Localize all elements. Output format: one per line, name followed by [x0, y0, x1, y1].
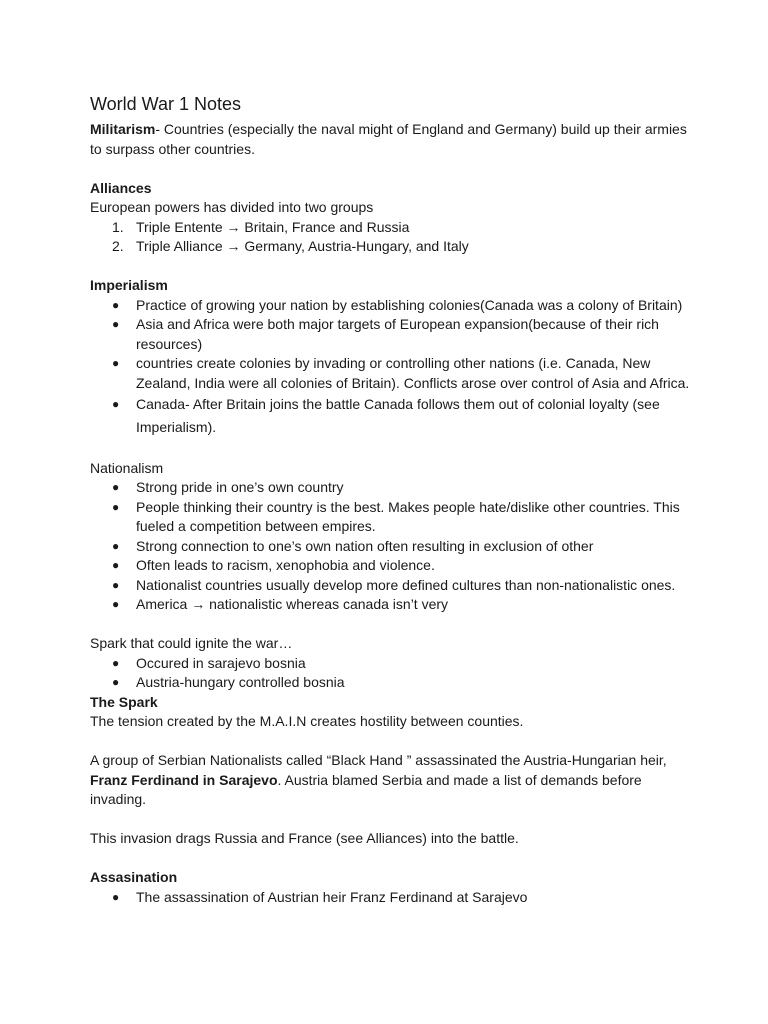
list-item — [90, 537, 690, 557]
nationalism-list — [90, 478, 690, 615]
list-number: 2. — [112, 238, 124, 254]
bullet-icon: ● — [112, 597, 120, 611]
list-number: 1. — [112, 218, 124, 235]
militarism-text: - Countries (especially the naval might of England and Germany) build up their armies to surpass other countries. — [90, 121, 687, 157]
list-item — [90, 595, 690, 615]
list-item-text: Practice of growing your nation by establishing colonies(Canada was a colony of Britain) — [136, 296, 683, 313]
list-item — [90, 556, 690, 576]
list-item-text: America → nationalistic whereas canada isn’t very — [136, 596, 449, 612]
list-item — [90, 576, 690, 596]
list-item-text: Triple Alliance → Germany, Austria-Hungary, and Italy — [136, 238, 469, 254]
the-spark-heading: The Spark — [90, 693, 158, 710]
black-hand-text: A group of Serbian Nationalists called “Black Hand ” assassinated the Austria-Hungarian heir, — [90, 752, 667, 768]
bullet-icon: ● — [112, 297, 120, 312]
alliances-intro: European powers has divided into two groups — [90, 199, 374, 215]
black-hand-paragraph — [90, 751, 690, 810]
list-item — [90, 888, 690, 908]
list-item — [90, 654, 690, 674]
bullet-icon: ● — [112, 480, 120, 494]
list-item-text: People thinking their country is the best. Makes people hate/dislike other countries. This fueled a competition between empires. — [136, 498, 680, 534]
bullet-icon: ● — [112, 499, 120, 514]
bullet-icon: ● — [112, 397, 120, 411]
bullet-icon: ● — [112, 538, 120, 553]
militarism-label: Militarism — [90, 121, 156, 137]
list-item-text: Nationalist countries usually develop more defined cultures than non-nationalistic ones. — [136, 576, 676, 593]
list-item — [90, 296, 690, 316]
list-item — [90, 354, 690, 393]
spark-intro-heading: Spark that could ignite the war… — [90, 635, 293, 651]
bullet-icon: ● — [112, 356, 120, 370]
list-item-text: Austria-hungary controlled bosnia — [136, 674, 345, 690]
bullet-icon: ● — [112, 317, 120, 331]
list-item — [90, 498, 690, 537]
list-item-text: Often leads to racism, xenophobia and violence. — [136, 557, 435, 573]
assassination-heading: Assasination — [90, 869, 178, 885]
document-title: World War 1 Notes — [90, 94, 242, 114]
alliances-list — [90, 218, 690, 257]
list-item — [90, 315, 690, 354]
alliances-heading: Alliances — [90, 179, 152, 196]
list-item-text: countries create colonies by invading or controlling other nations (i.e. Canada, New Zealand, India were all colonies of Britain). Conflicts arose over control of Asia and Africa. — [136, 355, 690, 391]
list-item-text: Occured in sarajevo bosnia — [136, 654, 306, 671]
imperialism-list — [90, 296, 690, 440]
list-item — [90, 673, 690, 693]
list-item — [90, 218, 690, 238]
list-item-text: Strong connection to one’s own nation often resulting in exclusion of other — [136, 537, 594, 554]
spark-intro-list — [90, 654, 690, 693]
imperialism-heading: Imperialism — [90, 277, 168, 293]
list-item-text: Asia and Africa were both major targets of European expansion(because of their rich resources) — [136, 316, 659, 352]
bullet-icon: ● — [112, 558, 120, 572]
assassination-list — [90, 888, 690, 908]
black-hand-bold: Franz Ferdinand in Sarajevo — [90, 771, 278, 788]
list-item-text: The assassination of Austrian heir Franz Ferdinand at Sarajevo — [136, 888, 528, 905]
black-hand-text-end: . Austria blamed Serbia and made a list of demands before invading. — [90, 771, 642, 807]
list-item-text: Canada- After Britain joins the battle Canada follows them out of colonial loyalty (see Imperialism). — [136, 396, 660, 435]
document-body — [90, 92, 690, 907]
bullet-icon: ● — [112, 675, 120, 689]
militarism-paragraph — [90, 120, 690, 159]
list-item — [90, 478, 690, 498]
list-item-text: Triple Entente → Britain, France and Russia — [136, 218, 410, 235]
bullet-icon: ● — [112, 889, 120, 904]
list-item-text: Strong pride in one’s own country — [136, 479, 344, 495]
bullet-icon: ● — [112, 655, 120, 670]
list-item — [90, 393, 690, 439]
nationalism-heading: Nationalism — [90, 459, 164, 476]
bullet-icon: ● — [112, 577, 120, 592]
list-item — [90, 237, 690, 257]
the-spark-text: The tension created by the M.A.I.N creates hostility between counties. — [90, 713, 524, 729]
invasion-paragraph: This invasion drags Russia and France (see Alliances) into the battle. — [90, 830, 519, 846]
